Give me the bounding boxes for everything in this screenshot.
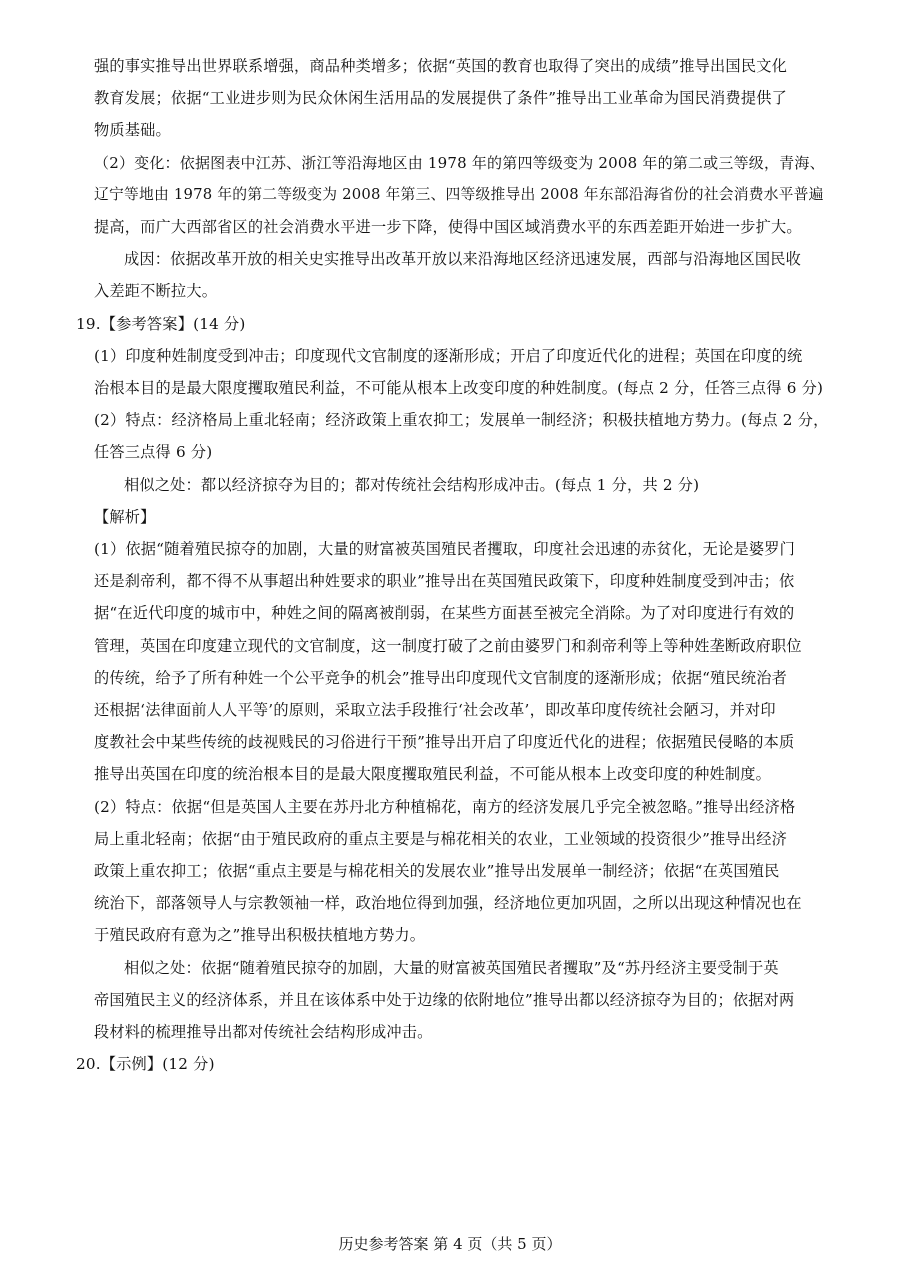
text-line: 于殖民政府有意为之”推导出积极扶植地方势力。: [94, 926, 426, 945]
text-line: 的传统，给予了所有种姓一个公平竞争的机会”推导出印度现代文官制度的逐渐形成；依据“殖民统治者: [94, 668, 787, 687]
text-line: 教育发展；依据“工业进步则为民众休闲生活用品的发展提供了条件”推导出工业革命为国民消费提供了: [94, 89, 787, 108]
text-line: 成因：依据改革开放的相关史实推导出改革开放以来沿海地区经济迅速发展，西部与沿海地区国民收: [124, 250, 802, 269]
question-20-heading: 20.【示例】(12 分): [76, 1055, 215, 1074]
text-line: 还是刹帝利，都不得不从事超出种姓要求的职业”推导出在英国殖民政策下，印度种姓制度受到冲击；依: [94, 572, 795, 591]
text-line: 度教社会中某些传统的歧视贱民的习俗进行干预”推导出开启了印度近代化的进程；依据殖民侵略的本质: [94, 733, 795, 752]
page-footer: 历史参考答案 第 4 页（共 5 页）: [338, 1235, 562, 1253]
text-line: (2）特点：经济格局上重北轻南；经济政策上重农抑工；发展单一制经济；积极扶植地方势力。(每点 2 分，: [94, 411, 829, 430]
text-line: 政策上重农抑工；依据“重点主要是与棉花相关的发展农业”推导出发展单一制经济；依据“在英国殖民: [94, 862, 780, 880]
text-line: 帝国殖民主义的经济体系，并且在该体系中处于边缘的依附地位”推导出都以经济掠夺为目的；依据对两: [94, 990, 795, 1009]
text-line: (1）依据“随着殖民掠夺的加剧，大量的财富被英国殖民者攫取，印度社会迅速的赤贫化，无论是婆罗门: [94, 540, 796, 558]
text-line: 相似之处：依据“随着殖民掠夺的加剧，大量的财富被英国殖民者攫取”及“苏丹经济主要受制于英: [124, 958, 779, 977]
text-line: 段材料的梳理推导出都对传统社会结构形成冲击。: [94, 1023, 433, 1041]
text-line: 任答三点得 6 分): [94, 443, 213, 462]
text-line: 统治下，部落领导人与宗教领袖一样，政治地位得到加强，经济地位更加巩固，之所以出现这种情况也在: [94, 894, 802, 913]
text-line: 物质基础。: [94, 121, 171, 140]
text-line: (1）印度种姓制度受到冲击；印度现代文官制度的逐渐形成；开启了印度近代化的进程；英国在印度的统: [94, 346, 803, 365]
text-line: 据“在近代印度的城市中，种姓之间的隔离被削弱，在某些方面甚至被完全消除。为了对印度进行有效的: [94, 604, 795, 623]
text-line: 提高，而广大西部省区的社会消费水平进一步下降，使得中国区域消费水平的东西差距开始进一步扩大。: [94, 218, 802, 236]
text-line: 辽宁等地由 1978 年的第二等级变为 2008 年第三、四等级推导出 2008 年东部沿海省份的社会消费水平普遍: [94, 185, 824, 203]
text-line: （2）变化：依据图表中江苏、浙江等沿海地区由 1978 年的第四等级变为 2008 年的第二或三等级，青海、: [94, 153, 825, 172]
text-line: 入差距不断拉大。: [94, 282, 218, 301]
text-line: 还根据‘法律面前人人平等’的原则，采取立法手段推行‘社会改革’，即改革印度传统社会陋习，并对印: [94, 701, 776, 719]
question-19-heading: 19.【参考答案】(14 分): [76, 314, 246, 333]
text-line: 相似之处：都以经济掠夺为目的；都对传统社会结构形成冲击。(每点 1 分，共 2 分): [124, 475, 700, 494]
text-line: 推导出英国在印度的统治根本目的是最大限度攫取殖民利益，不可能从根本上改变印度的种姓制度。: [94, 765, 772, 784]
text-line: 局上重北轻南；依据“由于殖民政府的重点主要是与棉花相关的农业，工业领域的投资很少”推导出经济: [94, 829, 787, 848]
text-line: 治根本目的是最大限度攫取殖民利益，不可能从根本上改变印度的种姓制度。(每点 2 分，任答三点得 6 分): [94, 379, 824, 397]
text-line: 管理，英国在印度建立现代的文官制度，这一制度打破了之前由婆罗门和刹帝利等上等种姓垄断政府职位: [94, 636, 802, 655]
text-line: (2）特点：依据“但是英国人主要在苏丹北方种植棉花，南方的经济发展几乎完全被忽略。”推导出经济格: [94, 797, 796, 816]
analysis-heading: 【解析】: [94, 507, 156, 526]
text-line: 强的事实推导出世界联系增强，商品种类增多；依据“英国的教育也取得了突出的成绩”推导出国民文化: [94, 57, 787, 75]
